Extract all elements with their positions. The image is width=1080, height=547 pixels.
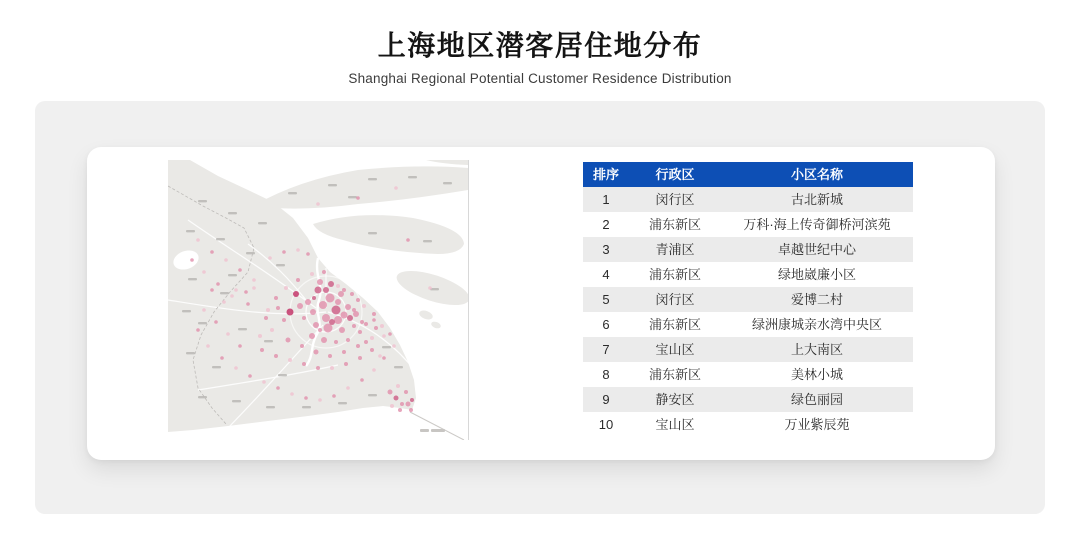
cell-district: 宝山区: [655, 342, 695, 357]
map-dot: [388, 332, 392, 336]
map-dot: [364, 322, 368, 326]
map-dot: [246, 302, 250, 306]
map-label-mark: [220, 292, 229, 294]
map-dot: [344, 362, 348, 366]
map-dot: [358, 330, 362, 334]
map-dot: [352, 308, 356, 312]
map-dot: [252, 286, 256, 290]
map-dot: [406, 238, 410, 242]
map-dot: [372, 312, 376, 316]
map-dot: [276, 386, 280, 390]
map-dot: [372, 318, 376, 322]
map-label-mark: [408, 176, 417, 178]
cell-rank: 10: [598, 417, 614, 432]
map-dot: [352, 324, 356, 328]
map-dot: [328, 281, 334, 287]
map-dot: [382, 334, 386, 338]
cell-community: 爱博二村: [790, 292, 843, 307]
map-dot: [358, 356, 362, 360]
map-dot: [244, 290, 248, 294]
map-dot: [214, 320, 218, 324]
map-dot: [287, 309, 294, 316]
map-dot: [326, 294, 335, 303]
table-header-rank: 排序: [592, 167, 619, 182]
cell-rank: 6: [602, 317, 610, 332]
map-dot: [315, 287, 322, 294]
map-dot: [322, 314, 330, 322]
map-dot: [334, 340, 338, 344]
map-dot: [428, 286, 432, 290]
map-dot: [335, 299, 341, 305]
map-dot: [318, 328, 322, 332]
map-label-mark: [246, 252, 255, 254]
map-dot: [309, 333, 315, 339]
map-dot: [380, 324, 384, 328]
shanghai-map: [168, 160, 469, 440]
map-label-mark: [368, 394, 377, 396]
map-label-mark: [423, 240, 432, 242]
map-dot: [312, 296, 316, 300]
map-dot: [264, 316, 268, 320]
land-layer: [168, 160, 468, 432]
map-dot: [345, 304, 351, 310]
map-dot: [202, 270, 206, 274]
cell-rank: 7: [602, 342, 610, 357]
cell-community: 卓越世纪中心: [777, 242, 856, 257]
map-label-mark: [443, 182, 452, 184]
map-dot: [356, 298, 360, 302]
table-row: [583, 237, 913, 262]
cell-district: 宝山区: [655, 417, 695, 432]
map-dot: [238, 268, 242, 272]
map-dot: [346, 386, 350, 390]
table-body: [583, 187, 913, 437]
map-label-mark: [288, 192, 297, 194]
map-dot: [410, 398, 414, 402]
map-dot: [364, 340, 368, 344]
map-dot: [282, 250, 286, 254]
map-dot: [316, 202, 320, 206]
map-dot: [339, 327, 345, 333]
map-dot: [328, 354, 332, 358]
table-row: [583, 187, 913, 212]
table-row: [583, 387, 913, 412]
map-label-mark: [278, 374, 287, 376]
cell-rank: 3: [602, 242, 610, 257]
cell-rank: 8: [602, 367, 610, 382]
map-label-mark: [368, 232, 377, 234]
table-header-row: [583, 162, 913, 187]
cell-rank: 1: [602, 192, 610, 207]
map-dot: [310, 272, 314, 276]
map-dot: [409, 408, 413, 412]
map-label-mark: [186, 352, 195, 354]
bay-islet-2: [430, 320, 441, 329]
page-title: 上海地区潜客居住地分布: [377, 30, 703, 61]
cell-community: 绿洲康城亲水湾中央区: [751, 317, 882, 332]
map-label-mark: [198, 200, 207, 202]
map-dot: [317, 279, 323, 285]
map-attribution: [420, 429, 445, 432]
map-dot: [313, 322, 319, 328]
map-dot: [216, 282, 220, 286]
map-label-mark: [228, 274, 237, 276]
map-label-mark: [186, 230, 195, 232]
map-dot: [234, 288, 238, 292]
map-dot: [296, 248, 300, 252]
map-dot: [274, 296, 278, 300]
table-header-community: 小区名称: [790, 167, 843, 182]
map-dot: [262, 380, 266, 384]
map-dot: [330, 366, 334, 370]
table-row: [583, 412, 913, 437]
map-dot: [286, 338, 291, 343]
map-dot: [238, 344, 242, 348]
map-dot: [305, 299, 311, 305]
map-dot: [319, 301, 327, 309]
map-dot: [332, 306, 341, 315]
map-dot: [329, 319, 335, 325]
map-dot: [374, 326, 378, 330]
cell-rank: 2: [602, 217, 610, 232]
map-dot: [370, 336, 374, 340]
map-dot: [268, 256, 272, 260]
map-dot: [342, 288, 346, 292]
shanghai-dot-map-svg: [168, 160, 468, 440]
map-dot: [196, 328, 200, 332]
map-label-mark: [394, 366, 403, 368]
island-chongming: [253, 166, 468, 208]
cell-district: 浦东新区: [648, 267, 701, 282]
map-dot: [302, 362, 306, 366]
table-row: [583, 337, 913, 362]
map-dot: [220, 356, 224, 360]
cell-district: 静安区: [655, 392, 695, 407]
map-dot: [222, 300, 226, 304]
map-dot: [378, 354, 382, 358]
map-dot: [362, 304, 366, 308]
map-dot: [356, 344, 360, 348]
map-dot: [258, 334, 262, 338]
map-dot: [234, 366, 238, 370]
page-subtitle: Shanghai Regional Potential Customer Residence Distribution: [348, 71, 732, 86]
map-label-mark: [216, 238, 225, 240]
map-dot: [321, 337, 327, 343]
ranking-table: [583, 162, 913, 437]
map-label-mark: [328, 184, 337, 186]
map-label-mark: [264, 340, 273, 342]
map-dot: [226, 332, 230, 336]
cell-district: 浦东新区: [648, 317, 701, 332]
cell-rank: 5: [602, 292, 610, 307]
map-dot: [394, 396, 399, 401]
map-dot: [323, 287, 329, 293]
map-label-mark: [382, 346, 391, 348]
map-dot: [346, 338, 350, 342]
table-row: [583, 362, 913, 387]
map-dot: [196, 238, 200, 242]
map-dot: [338, 291, 344, 297]
cell-rank: 9: [602, 392, 610, 407]
map-dot: [210, 288, 214, 292]
content-panel: [35, 101, 1045, 514]
cell-district: 闵行区: [655, 292, 695, 307]
map-dot: [290, 392, 294, 396]
table-header-district: 行政区: [655, 167, 695, 182]
map-dot: [274, 354, 278, 358]
map-dot: [284, 286, 288, 290]
map-dot: [336, 284, 340, 288]
map-dot: [306, 252, 310, 256]
map-dot: [370, 348, 374, 352]
map-label-mark: [276, 264, 285, 266]
map-dot: [406, 402, 411, 407]
north-bank-sliver: [426, 160, 468, 165]
map-dot: [248, 374, 252, 378]
cell-community: 古北新城: [790, 192, 843, 207]
cell-district: 浦东新区: [648, 217, 701, 232]
map-label-mark: [338, 402, 347, 404]
map-label-mark: [198, 322, 207, 324]
map-label-mark: [212, 366, 221, 368]
map-dot: [341, 312, 348, 319]
map-dot: [304, 396, 308, 400]
map-dot: [322, 270, 326, 274]
map-dot: [202, 308, 206, 312]
map-dot: [388, 390, 393, 395]
map-dot: [302, 316, 306, 320]
table-row: [583, 287, 913, 312]
map-dot: [372, 368, 376, 372]
map-dot: [398, 408, 402, 412]
cell-district: 青浦区: [655, 242, 695, 257]
map-dot: [394, 186, 398, 190]
cell-community: 万科·海上传奇御桥河滨苑: [743, 217, 891, 232]
map-dot: [404, 390, 408, 394]
cell-community: 绿地崴廉小区: [777, 267, 856, 282]
map-dot: [282, 318, 286, 322]
map-dot: [224, 258, 228, 262]
map-dot: [266, 308, 270, 312]
cell-community: 绿色丽园: [790, 392, 843, 407]
map-dot: [288, 358, 292, 362]
map-label-mark: [266, 406, 275, 408]
island-changxing: [313, 215, 464, 254]
map-dot: [310, 309, 316, 315]
map-dot: [296, 278, 300, 282]
map-dot: [382, 356, 386, 360]
map-label-mark: [182, 310, 191, 312]
map-dot: [252, 278, 256, 282]
map-dot: [260, 348, 264, 352]
map-dot: [390, 404, 394, 408]
map-dot: [342, 350, 346, 354]
page-header: [0, 24, 1080, 86]
map-dot: [347, 315, 353, 321]
map-label-mark: [302, 406, 311, 408]
cell-rank: 4: [602, 267, 610, 282]
map-label-mark: [228, 212, 237, 214]
map-label-mark: [198, 396, 207, 398]
cell-community: 万业紫辰苑: [784, 417, 850, 432]
table-row: [583, 212, 913, 237]
map-dot: [392, 344, 396, 348]
map-label-mark: [258, 222, 267, 224]
map-dot: [300, 344, 304, 348]
cell-district: 闵行区: [655, 192, 695, 207]
map-dot: [316, 366, 320, 370]
map-dot: [360, 378, 364, 382]
map-dot: [190, 258, 194, 262]
map-label-mark: [238, 328, 247, 330]
map-dot: [230, 294, 234, 298]
map-dot: [297, 303, 303, 309]
map-dot: [314, 350, 319, 355]
map-dot: [270, 328, 274, 332]
map-dot: [360, 320, 364, 324]
map-dot: [332, 394, 336, 398]
map-dot: [206, 344, 210, 348]
map-dot: [396, 384, 400, 388]
bay-islet-1: [418, 309, 434, 321]
table-row: [583, 262, 913, 287]
map-dot: [356, 196, 360, 200]
map-dot: [400, 402, 404, 406]
donghai-bridge-line: [410, 412, 464, 440]
map-dot: [293, 291, 299, 297]
map-label-mark: [348, 196, 357, 198]
map-dot: [350, 292, 354, 296]
map-dot: [318, 398, 322, 402]
map-dot: [334, 316, 342, 324]
map-label-mark: [188, 278, 197, 280]
cell-community: 美林小城: [790, 367, 843, 382]
map-label-mark: [232, 400, 241, 402]
map-dot: [210, 250, 214, 254]
map-label-mark: [368, 178, 377, 180]
map-dot: [276, 306, 280, 310]
table-row: [583, 312, 913, 337]
cell-community: 上大南区: [790, 342, 843, 357]
cell-district: 浦东新区: [648, 367, 701, 382]
chart-card: [87, 147, 995, 460]
